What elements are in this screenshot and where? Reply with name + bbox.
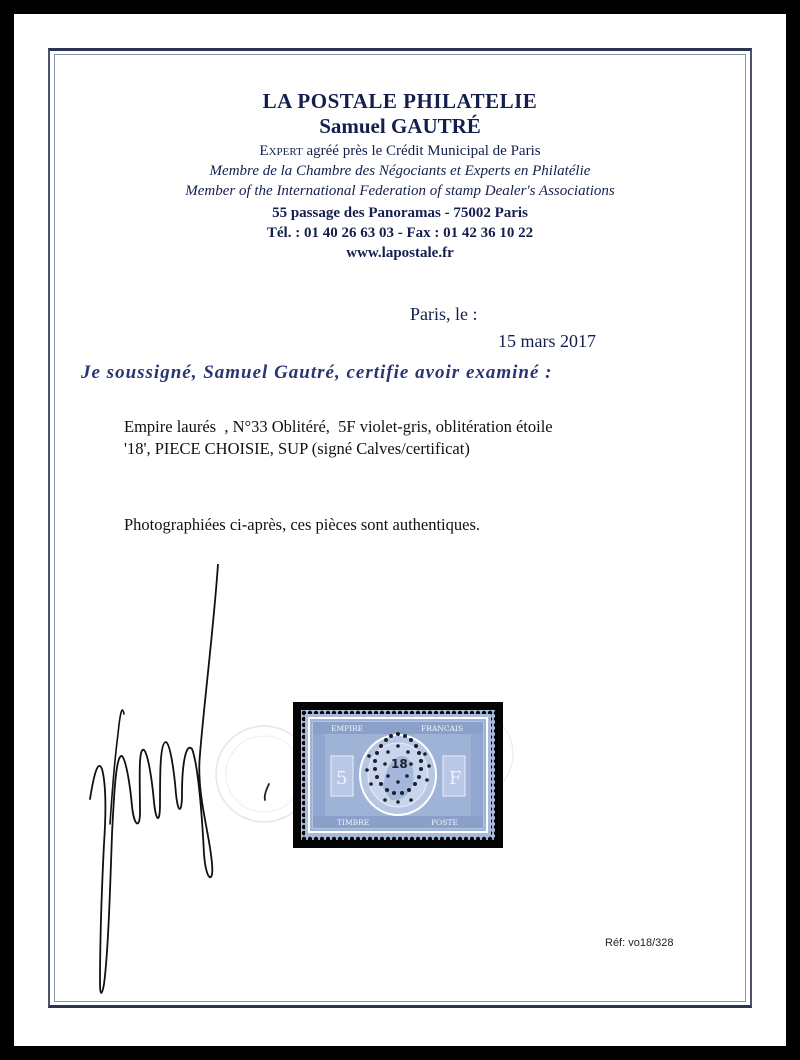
stamp-description	[124, 416, 553, 460]
website: www.lapostale.fr	[346, 245, 454, 261]
expert-word: Expert	[259, 143, 303, 159]
expert-accreditation	[14, 141, 786, 161]
stamp-bottom-right: POSTE	[431, 818, 458, 827]
certificate-date: 15 mars 2017	[498, 331, 596, 351]
membership-english: Member of the International Federation of stamp Dealer's Associations	[185, 183, 615, 199]
expert-accreditation-text: agréé près le Crédit Municipal de Paris	[302, 143, 541, 159]
stamp-top-left: EMPIRE	[331, 724, 364, 733]
stamp-bottom-left: TIMBRE	[337, 818, 370, 827]
handwritten-signature	[74, 564, 314, 1004]
stamp-top-right: FRANCAIS	[421, 724, 464, 733]
company-name: LA POSTALE PHILATELIE	[262, 89, 538, 113]
stamp-left-value: 5	[336, 768, 348, 789]
stamp-right-value: F	[449, 768, 462, 789]
expert-name: Samuel GAUTRÉ	[319, 114, 481, 138]
letterhead	[14, 88, 786, 263]
description-line-2: '18', PIECE CHOISIE, SUP (signé Calves/certificat)	[124, 439, 470, 458]
address: 55 passage des Panoramas - 75002 Paris	[272, 205, 528, 221]
postmark-number: 18	[391, 757, 408, 771]
reference-number: Réf: vo18/328	[605, 937, 674, 949]
date-place: Paris, le :	[410, 304, 478, 324]
certification-statement: Je soussigné, Samuel Gautré, certifie avoir examiné :	[81, 362, 553, 383]
phone-fax: Tél. : 01 40 26 63 03 - Fax : 01 42 36 10 22	[266, 225, 534, 241]
stamp-photo	[293, 702, 503, 848]
description-line-1: Empire laurés , N°33 Oblitéré, 5F violet-gris, oblitération étoile	[124, 417, 553, 436]
authenticity-statement: Photographiées ci-après, ces pièces sont authentiques.	[124, 515, 481, 534]
membership-french: Membre de la Chambre des Négociants et Experts en Philatélie	[209, 163, 591, 179]
stamp-image	[301, 710, 495, 840]
certificate-sheet	[14, 14, 786, 1046]
